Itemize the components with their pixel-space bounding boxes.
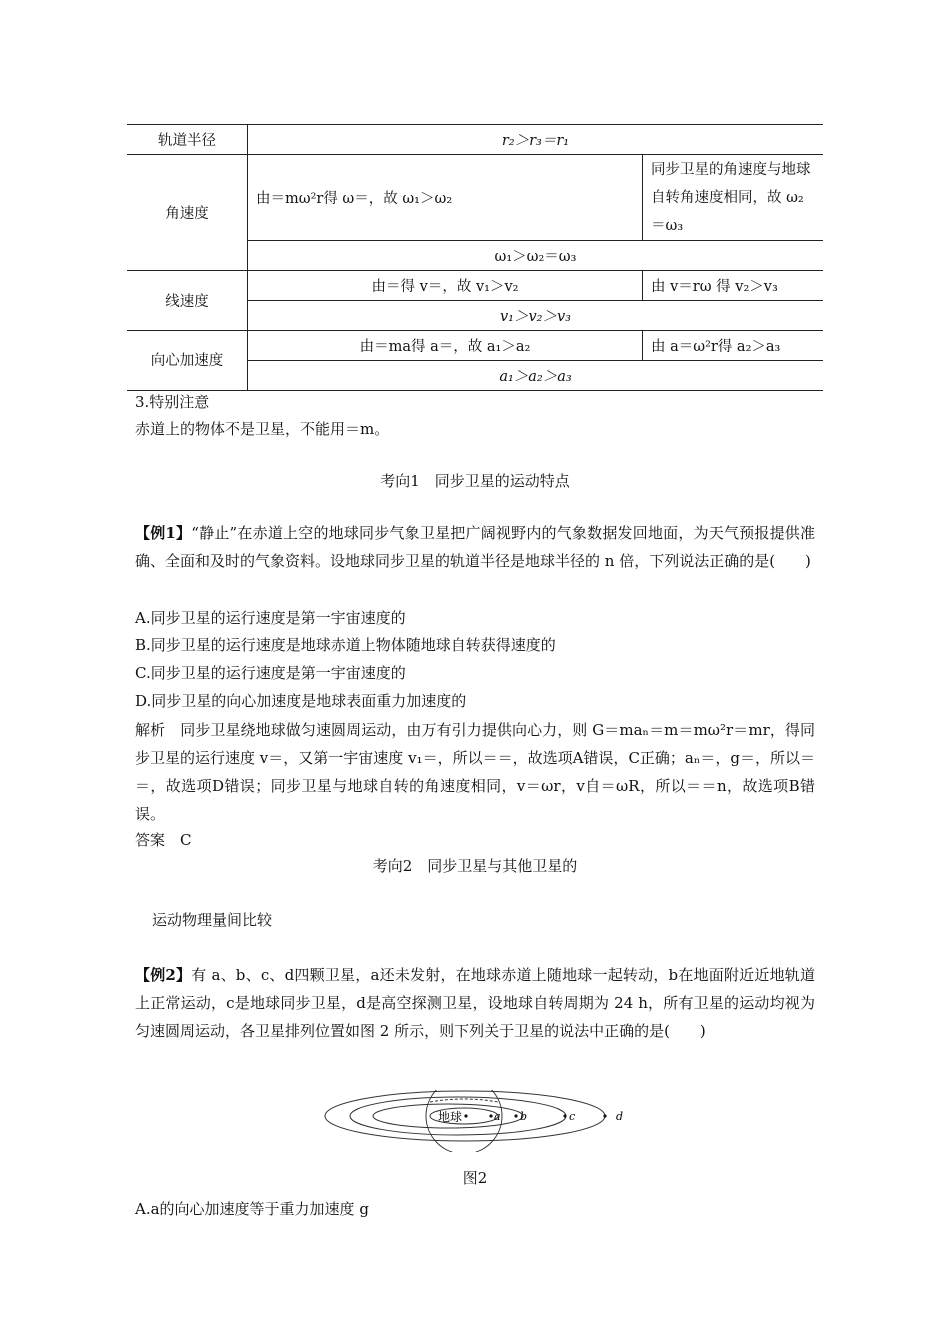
angular-summary: ω₁＞ω₂＝ω₃ bbox=[248, 241, 824, 271]
angular-left: 由＝mω²r得 ω＝，故 ω₁＞ω₂ bbox=[248, 155, 643, 241]
accel-left: 由＝ma得 a＝，故 a₁＞a₂ bbox=[248, 331, 643, 361]
section1-title: 考向1 同步卫星的运动特点 bbox=[380, 472, 570, 490]
linear-summary: v₁＞v₂＞v₃ bbox=[248, 301, 824, 331]
earth-center bbox=[464, 1114, 467, 1117]
linear-left: 由＝得 v＝，故 v₁＞v₂ bbox=[248, 271, 643, 301]
earth-label: 地球 bbox=[438, 1110, 463, 1124]
accel-summary: a₁＞a₂＞a₃ bbox=[248, 361, 824, 391]
earth-dashed-arc bbox=[430, 1099, 498, 1102]
example1-question bbox=[135, 519, 815, 575]
satellite-a bbox=[489, 1114, 492, 1117]
label-d: d bbox=[616, 1110, 624, 1123]
table-row bbox=[127, 331, 823, 361]
linear-right: 由 v＝rω 得 v₂＞v₃ bbox=[643, 271, 824, 301]
section2-title-line2: 运动物理量间比较 bbox=[152, 911, 273, 929]
satellite-b bbox=[514, 1114, 517, 1117]
figure-caption: 图2 bbox=[462, 1169, 488, 1187]
example1-option-c: C.同步卫星的运行速度是第一宇宙速度的 bbox=[135, 664, 406, 682]
label-c: c bbox=[569, 1110, 576, 1123]
example2-question bbox=[135, 961, 815, 1045]
satellite-d bbox=[603, 1114, 606, 1117]
row-label-linear: 线速度 bbox=[127, 271, 248, 331]
example2-question-text: 有 a、b、c、d四颗卫星，a还未发射，在地球赤道上随地球一起转动，b在地面附近近地轨道上正常运动，c是地球同步卫星，d是高空探测卫星，设地球自转周期为 24 h，所有卫星的运动均视为匀速圆周运动，各卫星排列位置如图 2 所示，则下列关于卫星的说法中正确的是( ) bbox=[135, 966, 815, 1040]
note-text: 赤道上的物体不是卫星，不能用＝m。 bbox=[135, 420, 390, 438]
example1-option-a: A.同步卫星的运行速度是第一宇宙速度的 bbox=[135, 609, 406, 627]
table-row bbox=[127, 155, 823, 241]
section2-title-line1: 考向2 同步卫星与其他卫星的 bbox=[372, 857, 578, 875]
table-row bbox=[127, 271, 823, 301]
row-label-angular: 角速度 bbox=[127, 155, 248, 271]
example1-tag: 【例1】 bbox=[135, 524, 192, 542]
example1-analysis: 解析 同步卫星绕地球做匀速圆周运动，由万有引力提供向心力，则 G＝maₙ＝m＝mω²r＝mr，得同步卫星的运行速度 v＝，又第一宇宙速度 v₁＝，所以＝＝，故选项A错误，C正确；aₙ＝，g＝，所以＝＝，故选项D错误；同步卫星与地球自转的角速度相同，v＝ωr，v自＝ωR，所以＝＝n，故选项B错误。 bbox=[135, 721, 815, 823]
row-label-radius: 轨道半径 bbox=[127, 125, 248, 155]
accel-right: 由 a＝ω²r得 a₂＞a₃ bbox=[643, 331, 824, 361]
row-label-accel: 向心加速度 bbox=[127, 331, 248, 391]
label-b: b bbox=[520, 1110, 528, 1123]
orbit-figure bbox=[320, 1090, 650, 1152]
example1-option-d: D.同步卫星的向心加速度是地球表面重力加速度的 bbox=[135, 692, 467, 710]
example1-option-b: B.同步卫星的运行速度是地球赤道上物体随地球自转获得速度的 bbox=[135, 636, 556, 654]
example1-question-text: “静止”在赤道上空的地球同步气象卫星把广阔视野内的气象数据发回地面，为天气预报提供准确、全面和及时的气象资料。设地球同步卫星的轨道半径是地球半径的 n 倍，下列说法正确的是( ) bbox=[135, 524, 816, 570]
note-heading: 3.特别注意 bbox=[135, 393, 210, 411]
satellite-c bbox=[563, 1114, 566, 1117]
comparison-table bbox=[127, 124, 823, 391]
table-row bbox=[127, 125, 823, 155]
example1-answer: 答案 C bbox=[135, 831, 192, 849]
radius-summary: r₂＞r₃＝r₁ bbox=[248, 125, 824, 155]
example2-tag: 【例2】 bbox=[135, 966, 192, 984]
angular-right: 同步卫星的角速度与地球自转角速度相同，故 ω₂＝ω₃ bbox=[643, 155, 824, 241]
label-a: a bbox=[494, 1110, 501, 1123]
example2-option-a: A.a的向心加速度等于重力加速度 g bbox=[135, 1200, 369, 1218]
